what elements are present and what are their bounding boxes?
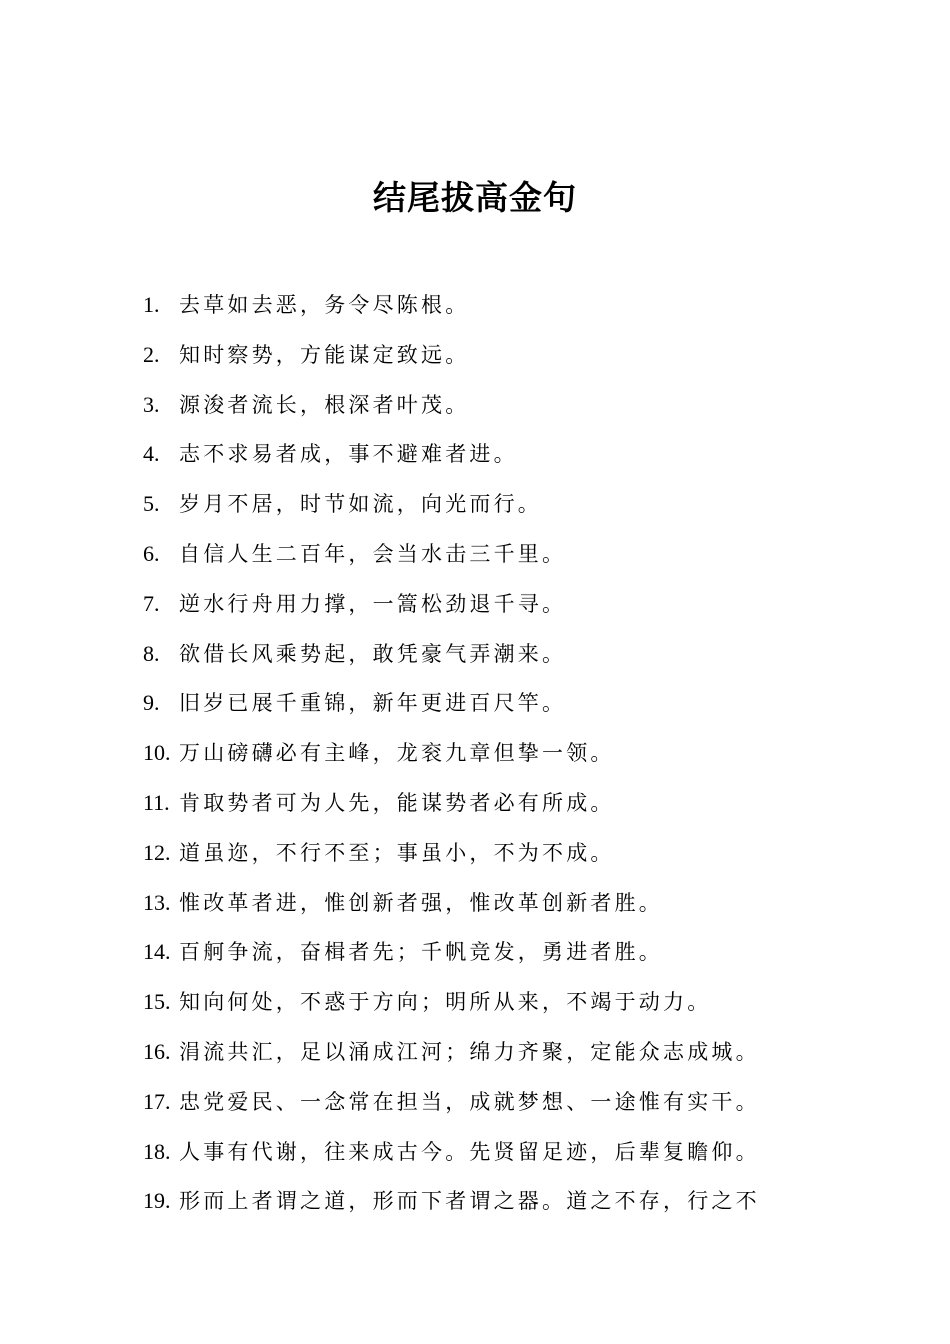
item-number: 10. bbox=[143, 740, 171, 766]
list-item bbox=[143, 380, 823, 430]
item-number: 1. bbox=[143, 292, 160, 317]
document-title: 结尾拔高金句 bbox=[373, 178, 577, 217]
list-item bbox=[143, 529, 823, 579]
list-item bbox=[143, 1077, 823, 1127]
item-number: 18. bbox=[143, 1138, 171, 1164]
item-number: 16. bbox=[143, 1038, 171, 1064]
quote-list bbox=[143, 280, 823, 1226]
item-text: 形而上者谓之道，形而下者谓之器。道之不存，行之不 bbox=[179, 1189, 760, 1214]
item-text: 道虽迩，不行不至；事虽小，不为不成。 bbox=[179, 840, 615, 865]
item-number: 14. bbox=[143, 939, 171, 965]
item-text: 旧岁已展千重锦，新年更进百尺竿。 bbox=[179, 691, 567, 716]
item-number: 6. bbox=[143, 540, 160, 566]
item-number: 19. bbox=[143, 1188, 171, 1214]
item-number: 11. bbox=[143, 789, 170, 815]
list-item bbox=[143, 1127, 823, 1177]
list-item bbox=[143, 828, 823, 878]
list-item bbox=[143, 1176, 823, 1226]
item-text: 逆水行舟用力撑，一篙松劲退千寻。 bbox=[179, 591, 567, 616]
list-item bbox=[143, 330, 823, 380]
item-text: 忠党爱民、一念常在担当，成就梦想、一途惟有实干。 bbox=[179, 1089, 760, 1114]
list-item bbox=[143, 977, 823, 1027]
item-number: 12. bbox=[143, 839, 171, 865]
item-text: 欲借长风乘势起，敢凭豪气弄潮来。 bbox=[179, 641, 567, 666]
item-number: 4. bbox=[143, 441, 160, 467]
item-number: 3. bbox=[143, 391, 160, 417]
list-item bbox=[143, 629, 823, 679]
item-text: 岁月不居，时节如流，向光而行。 bbox=[179, 492, 542, 517]
list-item bbox=[143, 678, 823, 728]
item-text: 知向何处，不惑于方向；明所从来，不竭于动力。 bbox=[179, 990, 712, 1015]
item-text: 源浚者流长，根深者叶茂。 bbox=[179, 392, 470, 417]
item-text: 自信人生二百年，会当水击三千里。 bbox=[179, 541, 567, 566]
list-item bbox=[143, 927, 823, 977]
item-number: 5. bbox=[143, 491, 160, 517]
list-item bbox=[143, 728, 823, 778]
item-number: 9. bbox=[143, 690, 160, 716]
item-text: 惟改革者进，惟创新者强，惟改革创新者胜。 bbox=[179, 890, 663, 915]
item-text: 百舸争流，奋楫者先；千帆竞发，勇进者胜。 bbox=[179, 940, 663, 965]
list-item bbox=[143, 429, 823, 479]
item-number: 8. bbox=[143, 640, 160, 666]
item-text: 志不求易者成，事不避难者进。 bbox=[179, 442, 518, 467]
item-number: 2. bbox=[143, 341, 160, 367]
list-item bbox=[143, 479, 823, 529]
item-text: 人事有代谢，往来成古今。先贤留足迹，后辈复瞻仰。 bbox=[179, 1139, 760, 1164]
item-text: 万山磅礴必有主峰，龙衮九章但挚一领。 bbox=[179, 741, 615, 766]
item-text: 肯取势者可为人先，能谋势者必有所成。 bbox=[179, 790, 615, 815]
item-text: 去草如去恶，务令尽陈根。 bbox=[179, 293, 470, 317]
list-item bbox=[143, 280, 823, 330]
item-text: 知时察势，方能谋定致远。 bbox=[179, 342, 470, 367]
item-number: 15. bbox=[143, 989, 171, 1015]
list-item bbox=[143, 579, 823, 629]
item-number: 17. bbox=[143, 1088, 171, 1114]
item-number: 7. bbox=[143, 590, 160, 616]
list-item bbox=[143, 1027, 823, 1077]
item-text: 涓流共汇，足以涌成江河；绵力齐聚，定能众志成城。 bbox=[179, 1039, 760, 1064]
list-item bbox=[143, 878, 823, 928]
list-item bbox=[143, 778, 823, 828]
item-number: 13. bbox=[143, 889, 171, 915]
